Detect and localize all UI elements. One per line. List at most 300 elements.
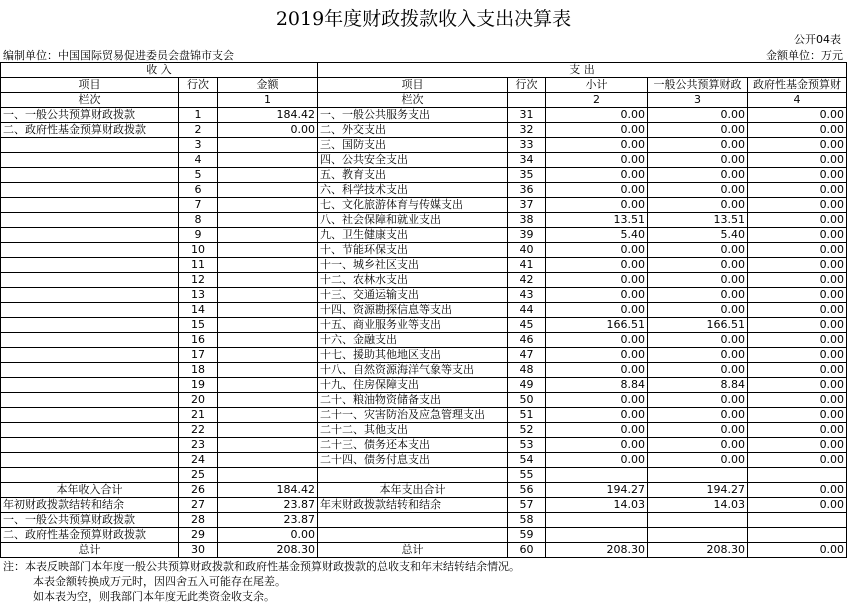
general-budget-cell: 5.40 bbox=[648, 228, 748, 243]
income-line-cell: 17 bbox=[179, 348, 218, 363]
fund-budget-cell: 0.00 bbox=[748, 243, 847, 258]
income-line-cell: 6 bbox=[179, 183, 218, 198]
income-amount-cell: 208.30 bbox=[218, 543, 318, 558]
expense-item-cell: 九、卫生健康支出 bbox=[318, 228, 508, 243]
subtotal-cell: 0.00 bbox=[546, 183, 648, 198]
income-line-cell: 2 bbox=[179, 123, 218, 138]
subtotal-cell: 0.00 bbox=[546, 153, 648, 168]
table-row bbox=[1, 138, 847, 153]
expense-line-cell: 58 bbox=[508, 513, 546, 528]
income-amount-cell bbox=[218, 423, 318, 438]
income-line-cell: 29 bbox=[179, 528, 218, 543]
income-item-cell bbox=[1, 318, 179, 333]
income-item-cell bbox=[1, 438, 179, 453]
footnote-2: 本表金额转换成万元时，因四舍五入可能存在尾差。 bbox=[33, 575, 286, 588]
fund-budget-cell bbox=[748, 513, 847, 528]
income-line-cell: 28 bbox=[179, 513, 218, 528]
general-budget-cell: 0.00 bbox=[648, 348, 748, 363]
income-item-cell bbox=[1, 273, 179, 288]
expense-item-cell: 十二、农林水支出 bbox=[318, 273, 508, 288]
expense-line-cell: 57 bbox=[508, 498, 546, 513]
income-item-cell bbox=[1, 333, 179, 348]
general-budget-cell: 208.30 bbox=[648, 543, 748, 558]
subtotal-cell: 0.00 bbox=[546, 198, 648, 213]
expense-item-cell: 五、教育支出 bbox=[318, 168, 508, 183]
fund-budget-cell: 0.00 bbox=[748, 273, 847, 288]
expense-item-cell: 十六、金融支出 bbox=[318, 333, 508, 348]
expense-line-cell: 41 bbox=[508, 258, 546, 273]
subtotal-cell bbox=[546, 528, 648, 543]
general-budget-cell: 0.00 bbox=[648, 153, 748, 168]
income-line-cell: 13 bbox=[179, 288, 218, 303]
subtotal-cell bbox=[546, 513, 648, 528]
expense-item-cell: 十八、自然资源海洋气象等支出 bbox=[318, 363, 508, 378]
income-item-cell bbox=[1, 153, 179, 168]
expense-item-cell: 十七、援助其他地区支出 bbox=[318, 348, 508, 363]
expense-line-cell: 59 bbox=[508, 528, 546, 543]
expense-line-cell: 34 bbox=[508, 153, 546, 168]
general-budget-cell: 0.00 bbox=[648, 243, 748, 258]
general-budget-cell bbox=[648, 468, 748, 483]
income-item-cell bbox=[1, 303, 179, 318]
income-item-cell bbox=[1, 228, 179, 243]
expense-line-cell: 33 bbox=[508, 138, 546, 153]
income-amount-cell bbox=[218, 303, 318, 318]
empty-cell bbox=[508, 93, 546, 108]
fund-budget-cell: 0.00 bbox=[748, 348, 847, 363]
general-budget-cell: 0.00 bbox=[648, 408, 748, 423]
income-amount-cell: 0.00 bbox=[218, 123, 318, 138]
general-budget-cell: 0.00 bbox=[648, 393, 748, 408]
subtotal-cell: 0.00 bbox=[546, 408, 648, 423]
subtotal-cell: 0.00 bbox=[546, 138, 648, 153]
income-line-cell: 12 bbox=[179, 273, 218, 288]
subtotal-cell: 14.03 bbox=[546, 498, 648, 513]
fund-budget-cell: 0.00 bbox=[748, 318, 847, 333]
table-row bbox=[1, 198, 847, 213]
expense-line-cell: 31 bbox=[508, 108, 546, 123]
general-budget-cell: 0.00 bbox=[648, 288, 748, 303]
expense-line-cell: 52 bbox=[508, 423, 546, 438]
income-line-cell: 11 bbox=[179, 258, 218, 273]
income-item-cell bbox=[1, 288, 179, 303]
table-row bbox=[1, 408, 847, 423]
table-row bbox=[1, 453, 847, 468]
fund-budget-cell: 0.00 bbox=[748, 378, 847, 393]
subtotal-cell: 0.00 bbox=[546, 108, 648, 123]
fund-budget-cell bbox=[748, 528, 847, 543]
expense-item-cell: 十、节能环保支出 bbox=[318, 243, 508, 258]
income-amount-cell bbox=[218, 183, 318, 198]
expense-section-header: 支 出 bbox=[318, 63, 847, 78]
income-amount-cell bbox=[218, 228, 318, 243]
general-budget-cell bbox=[648, 513, 748, 528]
income-amount-cell bbox=[218, 273, 318, 288]
table-row bbox=[1, 528, 847, 543]
income-item-cell bbox=[1, 198, 179, 213]
table-row bbox=[1, 228, 847, 243]
income-item-cell: 本年收入合计 bbox=[1, 483, 179, 498]
income-amount-header: 金额 bbox=[218, 78, 318, 93]
fund-budget-cell: 0.00 bbox=[748, 153, 847, 168]
table-body bbox=[1, 108, 847, 558]
col-index-2: 2 bbox=[546, 93, 648, 108]
income-item-cell bbox=[1, 348, 179, 363]
fund-budget-cell: 0.00 bbox=[748, 393, 847, 408]
col-index-1: 1 bbox=[218, 93, 318, 108]
table-row bbox=[1, 318, 847, 333]
general-budget-cell: 0.00 bbox=[648, 453, 748, 468]
subtotal-cell: 0.00 bbox=[546, 123, 648, 138]
income-item-cell bbox=[1, 453, 179, 468]
income-line-cell: 25 bbox=[179, 468, 218, 483]
income-amount-cell: 0.00 bbox=[218, 528, 318, 543]
income-line-cell: 30 bbox=[179, 543, 218, 558]
subtotal-cell: 0.00 bbox=[546, 393, 648, 408]
budget-table bbox=[0, 62, 847, 558]
fund-budget-cell: 0.00 bbox=[748, 108, 847, 123]
income-line-cell: 21 bbox=[179, 408, 218, 423]
income-item-cell bbox=[1, 168, 179, 183]
subtotal-cell: 0.00 bbox=[546, 303, 648, 318]
general-budget-cell: 166.51 bbox=[648, 318, 748, 333]
income-item-cell: 二、政府性基金预算财政拨款 bbox=[1, 123, 179, 138]
general-budget-cell: 0.00 bbox=[648, 183, 748, 198]
expense-item-cell: 二十二、其他支出 bbox=[318, 423, 508, 438]
expense-line-cell: 53 bbox=[508, 438, 546, 453]
general-budget-cell: 0.00 bbox=[648, 138, 748, 153]
income-amount-cell bbox=[218, 348, 318, 363]
expense-line-cell: 49 bbox=[508, 378, 546, 393]
expense-line-cell: 38 bbox=[508, 213, 546, 228]
income-section-header: 收 入 bbox=[1, 63, 318, 78]
table-row bbox=[1, 168, 847, 183]
subtotal-cell: 194.27 bbox=[546, 483, 648, 498]
fund-budget-cell: 0.00 bbox=[748, 288, 847, 303]
expense-item-cell: 八、社会保障和就业支出 bbox=[318, 213, 508, 228]
subtotal-cell: 0.00 bbox=[546, 333, 648, 348]
fund-budget-header: 政府性基金预算财 bbox=[748, 78, 847, 93]
table-row bbox=[1, 378, 847, 393]
income-amount-cell bbox=[218, 288, 318, 303]
general-budget-cell: 0.00 bbox=[648, 108, 748, 123]
subtotal-cell: 0.00 bbox=[546, 243, 648, 258]
subtotal-cell: 208.30 bbox=[546, 543, 648, 558]
report-title: 2019年度财政拨款收入支出决算表 bbox=[275, 8, 572, 30]
income-line-cell: 3 bbox=[179, 138, 218, 153]
subtotal-cell: 8.84 bbox=[546, 378, 648, 393]
income-line-cell: 10 bbox=[179, 243, 218, 258]
income-line-cell: 8 bbox=[179, 213, 218, 228]
expense-item-cell: 十四、资源勘探信息等支出 bbox=[318, 303, 508, 318]
fund-budget-cell: 0.00 bbox=[748, 333, 847, 348]
table-row bbox=[1, 423, 847, 438]
income-amount-cell bbox=[218, 408, 318, 423]
income-item-cell: 总计 bbox=[1, 543, 179, 558]
income-amount-cell: 184.42 bbox=[218, 108, 318, 123]
income-line-cell: 27 bbox=[179, 498, 218, 513]
income-col-label: 栏次 bbox=[1, 93, 179, 108]
table-row bbox=[1, 243, 847, 258]
income-amount-cell bbox=[218, 333, 318, 348]
expense-item-cell: 十一、城乡社区支出 bbox=[318, 258, 508, 273]
expense-item-cell: 十九、住房保障支出 bbox=[318, 378, 508, 393]
income-amount-cell bbox=[218, 378, 318, 393]
expense-item-cell: 三、国防支出 bbox=[318, 138, 508, 153]
table-row bbox=[1, 303, 847, 318]
expense-line-cell: 46 bbox=[508, 333, 546, 348]
general-budget-cell: 0.00 bbox=[648, 273, 748, 288]
income-item-cell bbox=[1, 423, 179, 438]
income-item-cell bbox=[1, 363, 179, 378]
table-row bbox=[1, 483, 847, 498]
table-row bbox=[1, 258, 847, 273]
form-id: 公开04表 bbox=[794, 33, 841, 46]
fund-budget-cell: 0.00 bbox=[748, 408, 847, 423]
income-amount-cell: 184.42 bbox=[218, 483, 318, 498]
fund-budget-cell: 0.00 bbox=[748, 303, 847, 318]
fund-budget-cell: 0.00 bbox=[748, 438, 847, 453]
table-row bbox=[1, 288, 847, 303]
income-line-cell: 14 bbox=[179, 303, 218, 318]
income-amount-cell bbox=[218, 243, 318, 258]
column-header-row bbox=[1, 78, 847, 93]
amount-unit: 金额单位：万元 bbox=[766, 49, 843, 62]
expense-col-label: 栏次 bbox=[318, 93, 508, 108]
table-row bbox=[1, 183, 847, 198]
fund-budget-cell: 0.00 bbox=[748, 258, 847, 273]
income-line-cell: 20 bbox=[179, 393, 218, 408]
income-item-cell bbox=[1, 258, 179, 273]
income-amount-cell bbox=[218, 363, 318, 378]
income-line-cell: 1 bbox=[179, 108, 218, 123]
income-line-cell: 9 bbox=[179, 228, 218, 243]
expense-item-cell bbox=[318, 513, 508, 528]
fund-budget-cell: 0.00 bbox=[748, 543, 847, 558]
income-item-cell bbox=[1, 393, 179, 408]
column-index-row bbox=[1, 93, 847, 108]
fund-budget-cell: 0.00 bbox=[748, 123, 847, 138]
table-row bbox=[1, 153, 847, 168]
table-row bbox=[1, 348, 847, 363]
expense-item-cell: 十三、交通运输支出 bbox=[318, 288, 508, 303]
income-item-cell: 年初财政拨款结转和结余 bbox=[1, 498, 179, 513]
general-budget-header: 一般公共预算财政 bbox=[648, 78, 748, 93]
income-line-cell: 5 bbox=[179, 168, 218, 183]
expense-line-cell: 51 bbox=[508, 408, 546, 423]
expense-line-cell: 60 bbox=[508, 543, 546, 558]
empty-cell bbox=[179, 93, 218, 108]
subtotal-header: 小计 bbox=[546, 78, 648, 93]
expense-item-cell: 四、公共安全支出 bbox=[318, 153, 508, 168]
income-amount-cell bbox=[218, 153, 318, 168]
fund-budget-cell: 0.00 bbox=[748, 138, 847, 153]
expense-item-cell: 一、一般公共服务支出 bbox=[318, 108, 508, 123]
income-amount-cell bbox=[218, 318, 318, 333]
income-amount-cell bbox=[218, 168, 318, 183]
expense-line-cell: 54 bbox=[508, 453, 546, 468]
income-item-cell bbox=[1, 213, 179, 228]
table-row bbox=[1, 543, 847, 558]
income-item-header: 项目 bbox=[1, 78, 179, 93]
income-amount-cell bbox=[218, 393, 318, 408]
income-item-cell bbox=[1, 243, 179, 258]
subtotal-cell: 0.00 bbox=[546, 363, 648, 378]
income-item-cell bbox=[1, 468, 179, 483]
subtotal-cell: 13.51 bbox=[546, 213, 648, 228]
income-line-cell: 4 bbox=[179, 153, 218, 168]
general-budget-cell: 0.00 bbox=[648, 363, 748, 378]
table-row bbox=[1, 438, 847, 453]
expense-line-cell: 37 bbox=[508, 198, 546, 213]
table-row bbox=[1, 273, 847, 288]
income-line-cell: 18 bbox=[179, 363, 218, 378]
fund-budget-cell: 0.00 bbox=[748, 483, 847, 498]
income-amount-cell bbox=[218, 213, 318, 228]
expense-item-cell: 年末财政拨款结转和结余 bbox=[318, 498, 508, 513]
income-line-cell: 16 bbox=[179, 333, 218, 348]
table-row bbox=[1, 513, 847, 528]
general-budget-cell: 0.00 bbox=[648, 258, 748, 273]
subtotal-cell: 0.00 bbox=[546, 258, 648, 273]
income-item-cell bbox=[1, 183, 179, 198]
income-item-cell bbox=[1, 138, 179, 153]
section-header-row bbox=[1, 63, 847, 78]
subtotal-cell: 0.00 bbox=[546, 348, 648, 363]
general-budget-cell: 0.00 bbox=[648, 123, 748, 138]
fund-budget-cell: 0.00 bbox=[748, 168, 847, 183]
expense-item-cell bbox=[318, 468, 508, 483]
expense-line-cell: 56 bbox=[508, 483, 546, 498]
fund-budget-cell: 0.00 bbox=[748, 198, 847, 213]
income-line-cell: 22 bbox=[179, 423, 218, 438]
table-row bbox=[1, 393, 847, 408]
income-amount-cell bbox=[218, 258, 318, 273]
income-line-cell: 19 bbox=[179, 378, 218, 393]
expense-item-cell bbox=[318, 528, 508, 543]
table-row bbox=[1, 498, 847, 513]
income-item-cell: 一、一般公共预算财政拨款 bbox=[1, 108, 179, 123]
fund-budget-cell: 0.00 bbox=[748, 183, 847, 198]
subtotal-cell bbox=[546, 468, 648, 483]
general-budget-cell: 13.51 bbox=[648, 213, 748, 228]
col-index-4: 4 bbox=[748, 93, 847, 108]
reporting-unit: 编制单位：中国国际贸易促进委员会盘锦市支会 bbox=[3, 49, 234, 62]
footnotes bbox=[3, 559, 520, 604]
expense-item-cell: 六、科学技术支出 bbox=[318, 183, 508, 198]
expense-item-cell: 二、外交支出 bbox=[318, 123, 508, 138]
footnote-3: 如本表为空，则我部门本年度无此类资金收支余。 bbox=[33, 590, 275, 603]
expense-line-cell: 43 bbox=[508, 288, 546, 303]
expense-item-cell: 二十四、债务付息支出 bbox=[318, 453, 508, 468]
income-amount-cell bbox=[218, 438, 318, 453]
table-row bbox=[1, 468, 847, 483]
income-amount-cell: 23.87 bbox=[218, 513, 318, 528]
table-row bbox=[1, 363, 847, 378]
subtotal-cell: 0.00 bbox=[546, 168, 648, 183]
subtotal-cell: 0.00 bbox=[546, 423, 648, 438]
expense-line-cell: 44 bbox=[508, 303, 546, 318]
general-budget-cell: 0.00 bbox=[648, 423, 748, 438]
fund-budget-cell: 0.00 bbox=[748, 453, 847, 468]
income-line-cell: 26 bbox=[179, 483, 218, 498]
general-budget-cell: 0.00 bbox=[648, 438, 748, 453]
income-item-cell bbox=[1, 408, 179, 423]
col-index-3: 3 bbox=[648, 93, 748, 108]
expense-item-cell: 总计 bbox=[318, 543, 508, 558]
income-line-header: 行次 bbox=[179, 78, 218, 93]
general-budget-cell: 0.00 bbox=[648, 168, 748, 183]
general-budget-cell bbox=[648, 528, 748, 543]
subtotal-cell: 0.00 bbox=[546, 453, 648, 468]
income-line-cell: 15 bbox=[179, 318, 218, 333]
general-budget-cell: 0.00 bbox=[648, 198, 748, 213]
fund-budget-cell: 0.00 bbox=[748, 228, 847, 243]
expense-line-cell: 40 bbox=[508, 243, 546, 258]
table-row bbox=[1, 213, 847, 228]
expense-line-cell: 32 bbox=[508, 123, 546, 138]
subtotal-cell: 166.51 bbox=[546, 318, 648, 333]
table-row bbox=[1, 108, 847, 123]
expense-item-header: 项目 bbox=[318, 78, 508, 93]
expense-line-cell: 42 bbox=[508, 273, 546, 288]
income-amount-cell bbox=[218, 198, 318, 213]
table-row bbox=[1, 333, 847, 348]
expense-line-header: 行次 bbox=[508, 78, 546, 93]
general-budget-cell: 194.27 bbox=[648, 483, 748, 498]
expense-line-cell: 55 bbox=[508, 468, 546, 483]
expense-item-cell: 二十、粮油物资储备支出 bbox=[318, 393, 508, 408]
income-line-cell: 7 bbox=[179, 198, 218, 213]
expense-line-cell: 50 bbox=[508, 393, 546, 408]
income-amount-cell bbox=[218, 468, 318, 483]
expense-item-cell: 二十三、债务还本支出 bbox=[318, 438, 508, 453]
general-budget-cell: 0.00 bbox=[648, 303, 748, 318]
expense-item-cell: 二十一、灾害防治及应急管理支出 bbox=[318, 408, 508, 423]
expense-line-cell: 48 bbox=[508, 363, 546, 378]
general-budget-cell: 8.84 bbox=[648, 378, 748, 393]
footnote-1: 注：本表反映部门本年度一般公共预算财政拨款和政府性基金预算财政拨款的总收支和年末结转结余情况。 bbox=[3, 560, 520, 573]
general-budget-cell: 14.03 bbox=[648, 498, 748, 513]
expense-item-cell: 十五、商业服务业等支出 bbox=[318, 318, 508, 333]
fund-budget-cell bbox=[748, 468, 847, 483]
income-line-cell: 23 bbox=[179, 438, 218, 453]
fund-budget-cell: 0.00 bbox=[748, 363, 847, 378]
income-item-cell: 一、一般公共预算财政拨款 bbox=[1, 513, 179, 528]
subtotal-cell: 0.00 bbox=[546, 438, 648, 453]
fund-budget-cell: 0.00 bbox=[748, 213, 847, 228]
expense-line-cell: 45 bbox=[508, 318, 546, 333]
expense-line-cell: 39 bbox=[508, 228, 546, 243]
expense-item-cell: 本年支出合计 bbox=[318, 483, 508, 498]
expense-line-cell: 36 bbox=[508, 183, 546, 198]
income-amount-cell bbox=[218, 453, 318, 468]
general-budget-cell: 0.00 bbox=[648, 333, 748, 348]
income-amount-cell bbox=[218, 138, 318, 153]
table-row bbox=[1, 123, 847, 138]
income-amount-cell: 23.87 bbox=[218, 498, 318, 513]
fund-budget-cell: 0.00 bbox=[748, 498, 847, 513]
subtotal-cell: 5.40 bbox=[546, 228, 648, 243]
income-line-cell: 24 bbox=[179, 453, 218, 468]
subtotal-cell: 0.00 bbox=[546, 288, 648, 303]
fund-budget-cell: 0.00 bbox=[748, 423, 847, 438]
expense-item-cell: 七、文化旅游体育与传媒支出 bbox=[318, 198, 508, 213]
expense-line-cell: 47 bbox=[508, 348, 546, 363]
income-item-cell bbox=[1, 378, 179, 393]
expense-line-cell: 35 bbox=[508, 168, 546, 183]
income-item-cell: 二、政府性基金预算财政拨款 bbox=[1, 528, 179, 543]
